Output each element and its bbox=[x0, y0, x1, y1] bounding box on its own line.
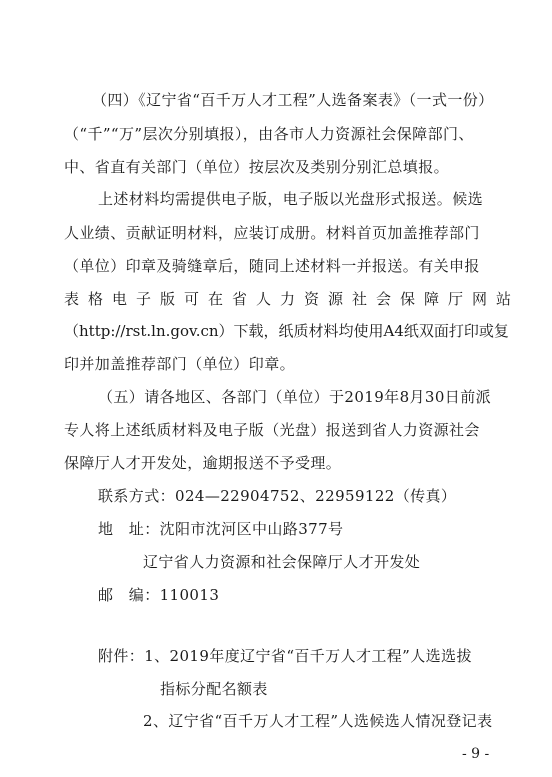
requirements-line-6: 印并加盖推荐部门（单位）印章。 bbox=[64, 355, 296, 373]
item4-line-3: 中、省直有关部门（单位）按层次及类别分别汇总填报。 bbox=[64, 158, 450, 176]
item4-line-2: （“千”“万”层次分别填报），由各市人力资源社会保障部门、 bbox=[64, 125, 474, 143]
contact-address: 地 址：沈阳市沈河区中山路377号 bbox=[98, 520, 344, 538]
item5-line-1: （五）请各地区、各部门（单位）于2019年8月30日前派 bbox=[98, 388, 492, 406]
contact-postcode: 邮 编：110013 bbox=[98, 586, 220, 604]
requirements-line-4: 表格电子版可在省人力资源社会保障厅网站 bbox=[64, 290, 521, 308]
item5-line-3: 保障厅人才开发处，逾期报送不予受理。 bbox=[64, 454, 342, 472]
contact-address-line-2: 辽宁省人力资源和社会保障厅人才开发处 bbox=[143, 553, 421, 571]
contact-phone: 联系方式：024—22904752、22959122（传真） bbox=[98, 487, 457, 505]
attachment-1-line-2: 指标分配名额表 bbox=[160, 680, 268, 698]
attachment-1-line-1: 附件：1、2019年度辽宁省“百千万人才工程”人选选拔 bbox=[98, 647, 472, 665]
item4-line-1: （四）《辽宁省“百千万人才工程”人选备案表》（一式一份） bbox=[92, 91, 494, 109]
item5-line-2: 专人将上述纸质材料及电子版（光盘）报送到省人力资源社会 bbox=[64, 421, 480, 439]
requirements-line-2: 人业绩、贡献证明材料，应装订成册。材料首页加盖推荐部门 bbox=[64, 224, 480, 242]
requirements-line-3: （单位）印章及骑缝章后，随同上述材料一并报送。有关申报 bbox=[64, 257, 480, 275]
requirements-line-1: 上述材料均需提供电子版，电子版以光盘形式报送。候选 bbox=[98, 190, 484, 208]
page-number: - 9 - bbox=[462, 746, 490, 762]
attachment-2: 2、辽宁省“百千万人才工程”人选候选人情况登记表 bbox=[143, 712, 493, 730]
requirements-line-5: （http://rst.ln.gov.cn）下载，纸质材料均使用A4纸双面打印或复 bbox=[64, 322, 509, 340]
